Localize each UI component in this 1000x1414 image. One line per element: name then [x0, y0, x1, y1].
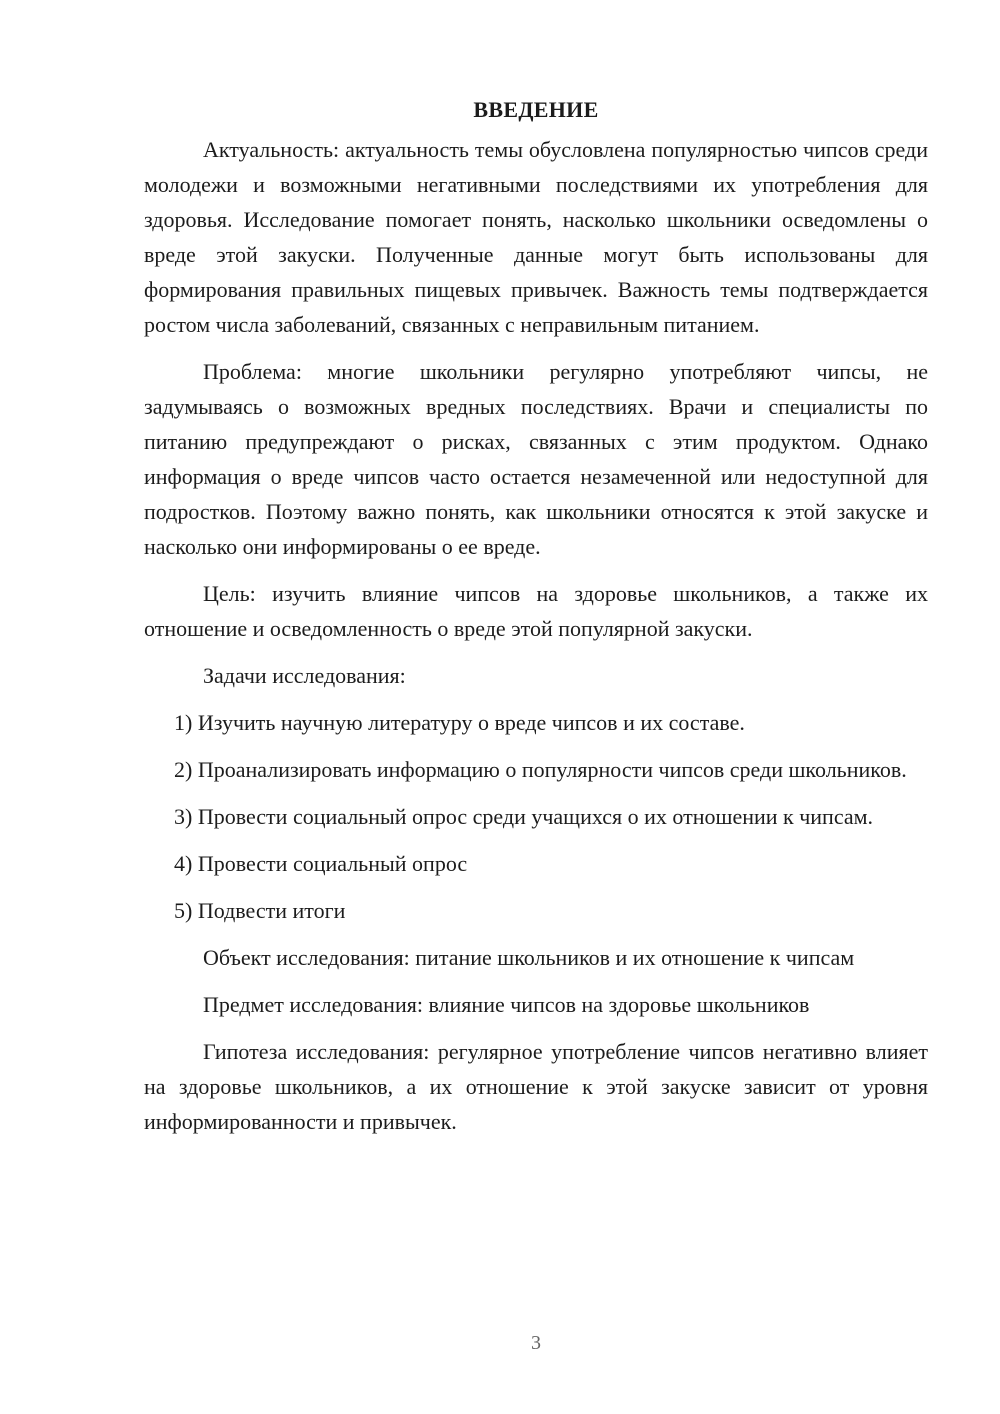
task-item-4: 4) Провести социальный опрос	[174, 851, 468, 876]
task-item-3: 3) Провести социальный опрос среди учащихся о их отношении к чипсам.	[174, 804, 874, 829]
task-item-1: 1) Изучить научную литературу о вреде чипсов и их составе.	[174, 710, 745, 735]
task-item-2: 2) Проанализировать информацию о популярности чипсов среди школьников.	[174, 757, 907, 782]
paragraph-object: Объект исследования: питание школьников и их отношение к чипсам	[203, 945, 855, 970]
page-content	[144, 93, 928, 1151]
paragraph-problem: Проблема: многие школьники регулярно употребляют чипсы, не задумываясь о возможных вредных последствиях. Врачи и специалисты по питанию предупреждают о рисках, связанных с этим продуктом. Однако информация о вреде чипсов часто остается незамеченной или недоступной для подростков. Поэтому важно понять, как школьники относятся к этой закуске и насколько они информированы о ее вреде.	[144, 359, 928, 559]
paragraph-relevance: Актуальность: актуальность темы обусловлена популярностью чипсов среди молодежи и возможными негативными последствиями их употребления для здоровья. Исследование помогает понять, насколько школьники осведомлены о вреде этой закуски. Полученные данные могут быть использованы для формирования правильных пищевых привычек. Важность темы подтверждается ростом числа заболеваний, связанных с неправильным питанием.	[144, 137, 928, 337]
page-number: 3	[531, 1332, 541, 1354]
task-item-5: 5) Подвести итоги	[174, 898, 346, 923]
tasks-heading: Задачи исследования:	[203, 663, 406, 688]
paragraph-hypothesis: Гипотеза исследования: регулярное употребление чипсов негативно влияет на здоровье школьников, а их отношение к этой закуске зависит от уровня информированности и привычек.	[144, 1039, 928, 1134]
paragraph-subject: Предмет исследования: влияние чипсов на здоровье школьников	[203, 992, 810, 1017]
section-title: ВВЕДЕНИЕ	[473, 97, 599, 122]
paragraph-goal: Цель: изучить влияние чипсов на здоровье школьников, а также их отношение и осведомленность о вреде этой популярной закуски.	[144, 581, 928, 641]
